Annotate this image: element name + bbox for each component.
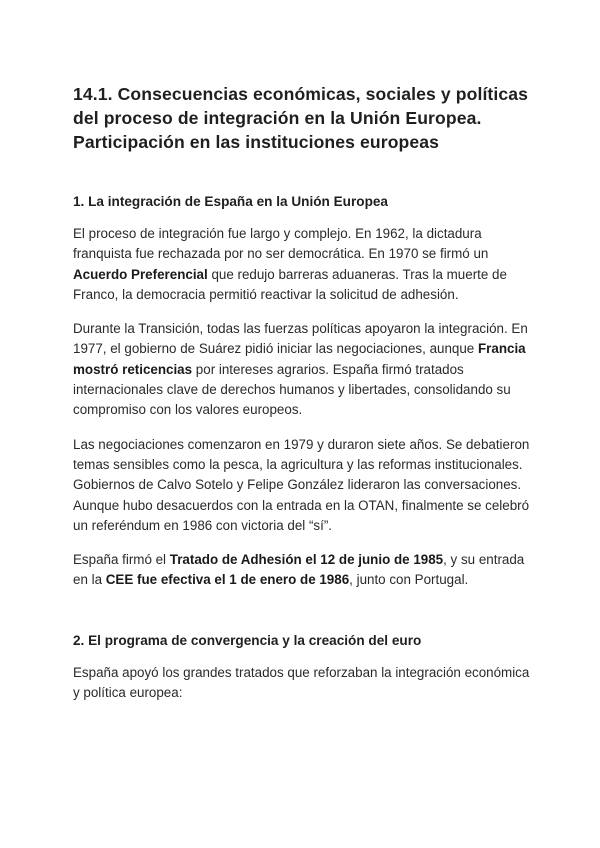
- text-run: por intereses agrarios. España firmó tratados internacionales clave de derechos humanos y libertades, consolidando su compromiso con los valores europeos.: [73, 361, 511, 418]
- bold-text: Francia mostró reticencias: [73, 341, 526, 377]
- text-run: España firmó el: [73, 552, 170, 568]
- section-1-paragraph-3: Las negociaciones comenzaron en 1979 y duraron siete años. Se debatieron temas sensibles como la pesca, la agricultura y las reformas institucionales. Gobiernos de Calvo Sotelo y Felipe González lideraron las conversaciones. Aunque hubo desacuerdos con la entrada en la OTAN, finalmente se celebró un referéndum en 1986 con victoria del “sí”.: [73, 436, 530, 533]
- section-2-heading: 2. El programa de convergencia y la creación del euro: [73, 632, 422, 648]
- section-1-paragraph-2: [73, 319, 530, 420]
- text-run: , y su entrada en la: [73, 552, 525, 588]
- text-run: Durante la Transición, todas las fuerzas políticas apoyaron la integración. En 1977, el gobierno de Suárez pidió iniciar las negociaciones, aunque: [73, 321, 528, 357]
- document-title: 14.1. Consecuencias económicas, sociales y políticas del proceso de integración en la Unión Europea. Participación en las instituciones europeas: [73, 84, 529, 152]
- bold-text: Acuerdo Preferencial: [73, 266, 208, 282]
- section-1-paragraph-4: [73, 550, 530, 591]
- section-1-heading: 1. La integración de España en la Unión Europea: [73, 194, 388, 209]
- section-1-paragraph-1: [73, 224, 530, 305]
- bold-text: Tratado de Adhesión el 12 de junio de 1985: [169, 552, 444, 568]
- section-2-paragraph-1: España apoyó los grandes tratados que reforzaban la integración económica y política europea:: [73, 664, 530, 701]
- bold-text: CEE fue efectiva el 1 de enero de 1986: [105, 572, 350, 588]
- text-run: que redujo barreras aduaneras. Tras la muerte de Franco, la democracia permitió reactivar la solicitud de adhesión.: [73, 266, 507, 302]
- text-run: El proceso de integración fue largo y complejo. En 1962, la dictadura franquista fue rechazada por no ser democrática. En 1970 se firmó un: [73, 226, 489, 262]
- text-run: , junto con Portugal.: [349, 572, 469, 588]
